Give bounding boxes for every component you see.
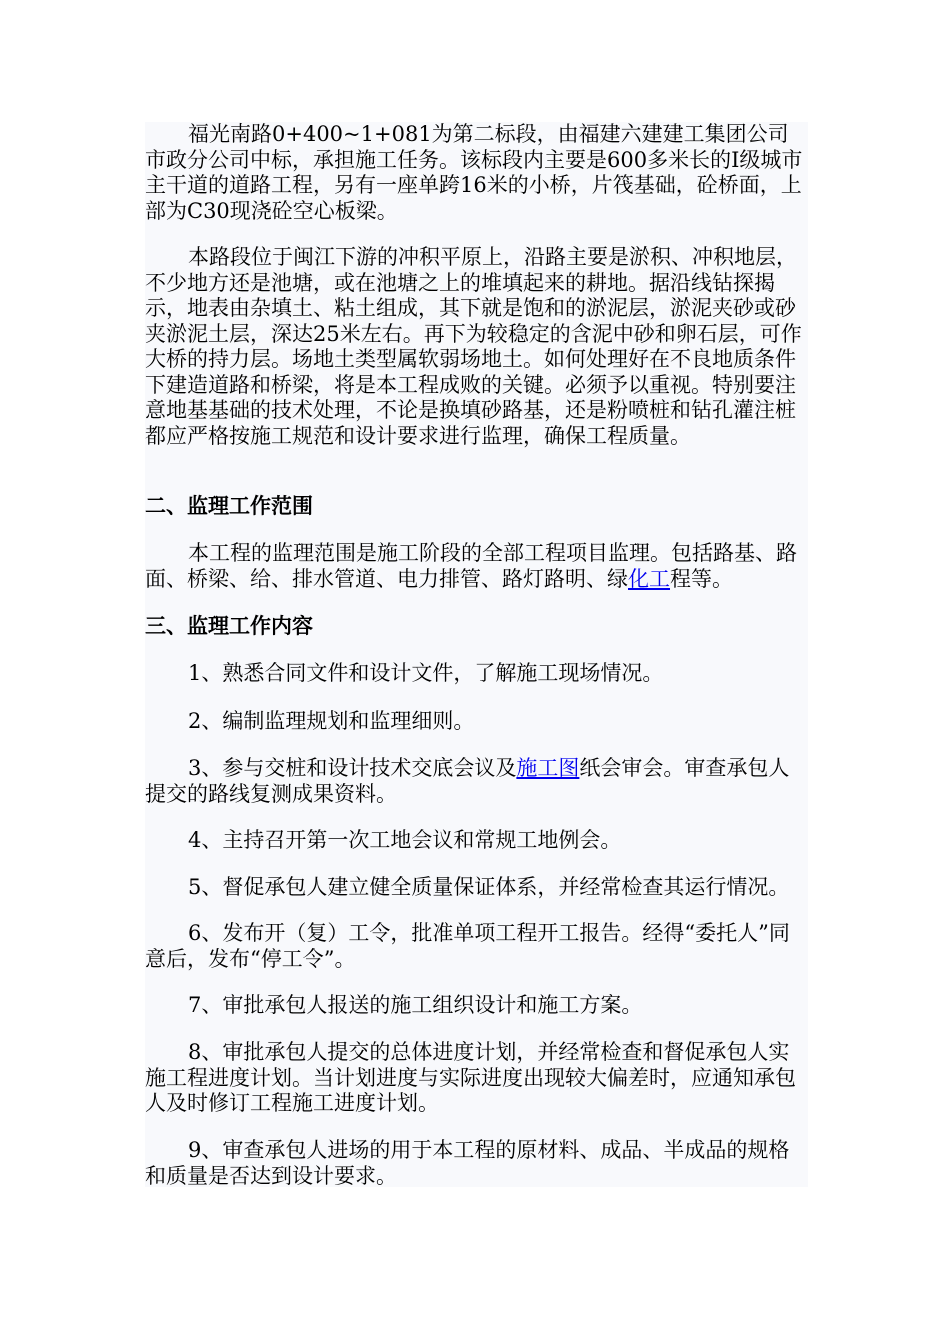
- list-item: 1、熟悉合同文件和设计文件，了解施工现场情况。: [188, 661, 664, 685]
- list-item: 4、主持召开第一次工地会议和常规工地例会。: [188, 828, 622, 852]
- document-body: [145, 122, 808, 1187]
- section-2-heading: 二、监理工作范围: [145, 493, 313, 518]
- geology-paragraph: 本路段位于闽江下游的冲积平原上，沿路主要是淤积、冲积地层，不少地方还是池塘，或在池塘之上的堆填起来的耕地。据沿线钻探揭示，地表由杂填土、粘土组成，其下就是饱和的淤泥层，淤泥夹砂或砂夹淤泥土层，深达25米左右。再下为较稳定的含泥中砂和卵石层，可作大桥的持力层。场地土类型属软弱场地土。如何处理好在不良地质条件下建造道路和桥梁，将是本工程成败的关键。必须予以重视。特别要注意地基基础的技术处理，不论是换填砂路基，还是粉喷桩和钻孔灌注桩都应严格按施工规范和设计要求进行监理，确保工程质量。: [145, 245, 802, 448]
- list-item: 8、审批承包人提交的总体进度计划，并经常检查和督促承包人实施工程进度计划。当计划进度与实际进度出现较大偏差时，应通知承包人及时修订工程施工进度计划。: [145, 1040, 796, 1115]
- item-3-text-before: 3、参与交桩和设计技术交底会议及: [188, 756, 517, 780]
- list-item: [145, 756, 808, 807]
- intro-paragraph: 福光南路0+400~1+081为第二标段，由福建六建建工集团公司市政分公司中标，承担施工任务。该标段内主要是600多米长的Ⅰ级城市主干道的道路工程，另有一座单跨16米的小桥，片筏基础，砼桥面，上部为C30现浇砼空心板梁。: [145, 122, 803, 223]
- list-item: 2、编制监理规划和监理细则。: [188, 709, 475, 733]
- list-item: 7、审批承包人报送的施工组织设计和施工方案。: [188, 993, 643, 1017]
- link-shigongtu[interactable]: 施工图: [516, 756, 580, 780]
- list-item: 6、发布开（复）工令，批准单项工程开工报告。经得“委托人”同意后，发布“停工令”。: [145, 921, 790, 971]
- link-huagong[interactable]: 化工: [628, 566, 670, 591]
- section-2-text-after: 程等。: [670, 566, 733, 591]
- list-item: 5、督促承包人建立健全质量保证体系，并经常检查其运行情况。: [188, 875, 790, 899]
- section-2-body: [145, 541, 808, 592]
- section-3-heading: 三、监理工作内容: [145, 613, 313, 638]
- list-item: 9、审查承包人进场的用于本工程的原材料、成品、半成品的规格和质量是否达到设计要求。: [145, 1138, 790, 1188]
- item-3-text-after: 纸会审会。审查承包人提交的路线复测成果资料。: [145, 756, 790, 806]
- section-2-text-before: 本工程的监理范围是施工阶段的全部工程项目监理。包括路基、路面、桥梁、给、排水管道、电力排管、路灯路明、绿: [145, 541, 797, 591]
